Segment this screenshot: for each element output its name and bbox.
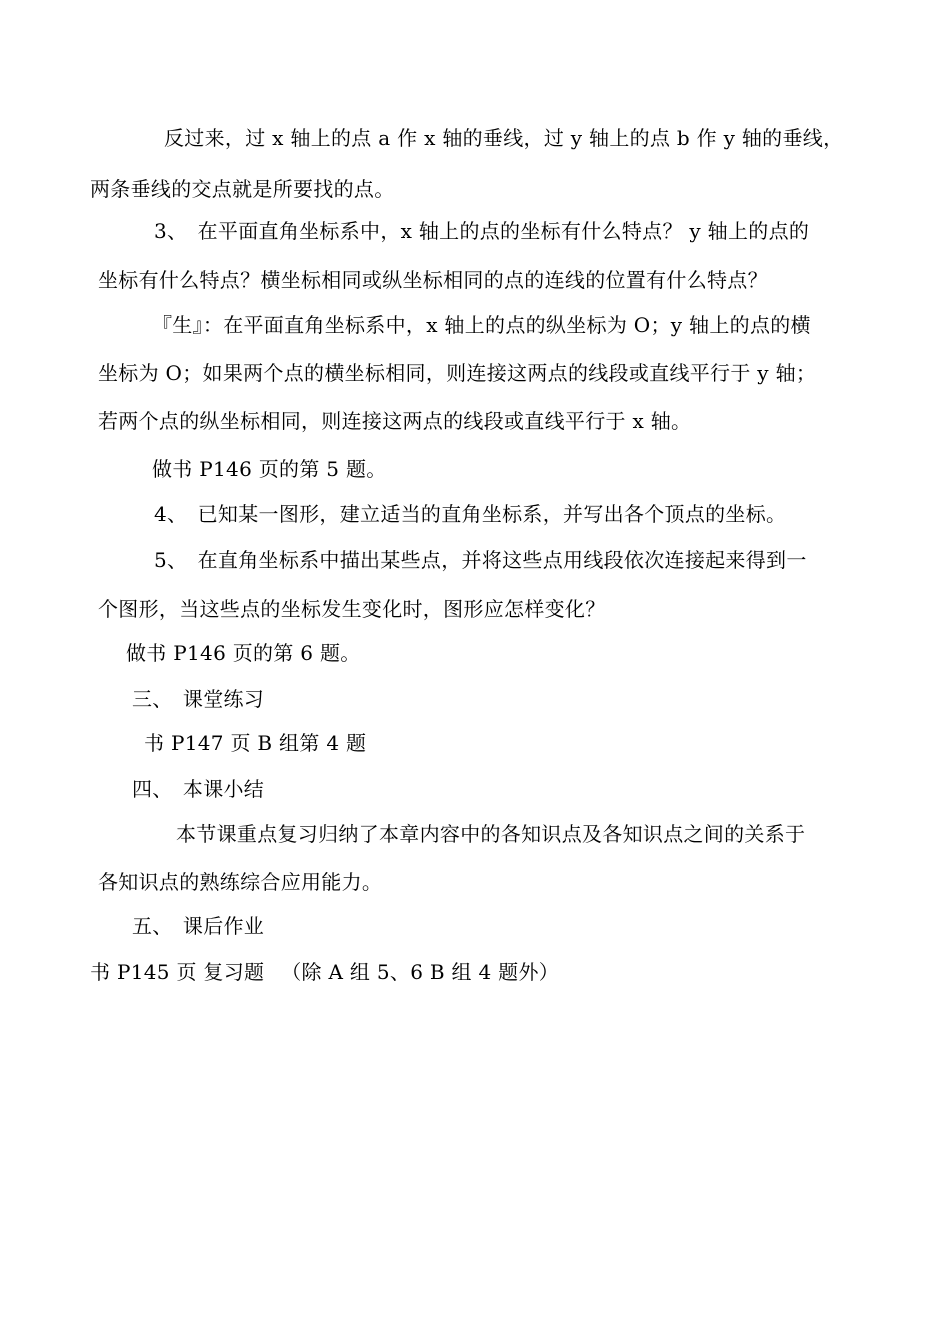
summary-line-1: 本节课重点复习归纳了本章内容中的各知识点及各知识点之间的关系于 (176, 822, 806, 846)
paragraph-line-1: 反过来，过 x 轴上的点 a 作 x 轴的垂线，过 y 轴上的点 b 作 y 轴的垂线， (164, 126, 844, 150)
section-five-heading: 五、 课后作业 (132, 914, 265, 938)
section-three-heading: 三、 课堂练习 (132, 687, 265, 711)
homework-line: 书 P145 页 复习题 （除 A 组 5、6 B 组 4 题外） (90, 960, 560, 984)
question-3-line-2: 坐标有什么特点？横坐标相同或纵坐标相同的点的连线的位置有什么特点？ (98, 268, 768, 292)
student-answer-line-1: 『生』：在平面直角坐标系中，x 轴上的点的纵坐标为 O；y 轴上的点的横 (152, 313, 811, 337)
question-5-line-2: 个图形，当这些点的坐标发生变化时，图形应怎样变化？ (98, 597, 606, 621)
paragraph-line-2: 两条垂线的交点就是所要找的点。 (90, 177, 395, 201)
question-4: 4、 已知某一图形，建立适当的直角坐标系，并写出各个顶点的坐标。 (154, 502, 787, 526)
practice-p147: 书 P147 页 B 组第 4 题 (144, 731, 367, 755)
section-four-heading: 四、 本课小结 (132, 777, 265, 801)
student-answer-line-3: 若两个点的纵坐标相同，则连接这两点的线段或直线平行于 x 轴。 (98, 409, 692, 433)
exercise-p146-5: 做书 P146 页的第 5 题。 (152, 457, 387, 481)
question-3-line-1: 3、 在平面直角坐标系中，x 轴上的点的坐标有什么特点？ y 轴上的点的 (154, 219, 810, 243)
summary-line-2: 各知识点的熟练综合应用能力。 (98, 870, 383, 894)
question-5-line-1: 5、 在直角坐标系中描出某些点，并将这些点用线段依次连接起来得到一 (154, 548, 807, 572)
exercise-p146-6: 做书 P146 页的第 6 题。 (126, 641, 361, 665)
student-answer-line-2: 坐标为 O；如果两个点的横坐标相同，则连接这两点的线段或直线平行于 y 轴； (98, 361, 817, 385)
